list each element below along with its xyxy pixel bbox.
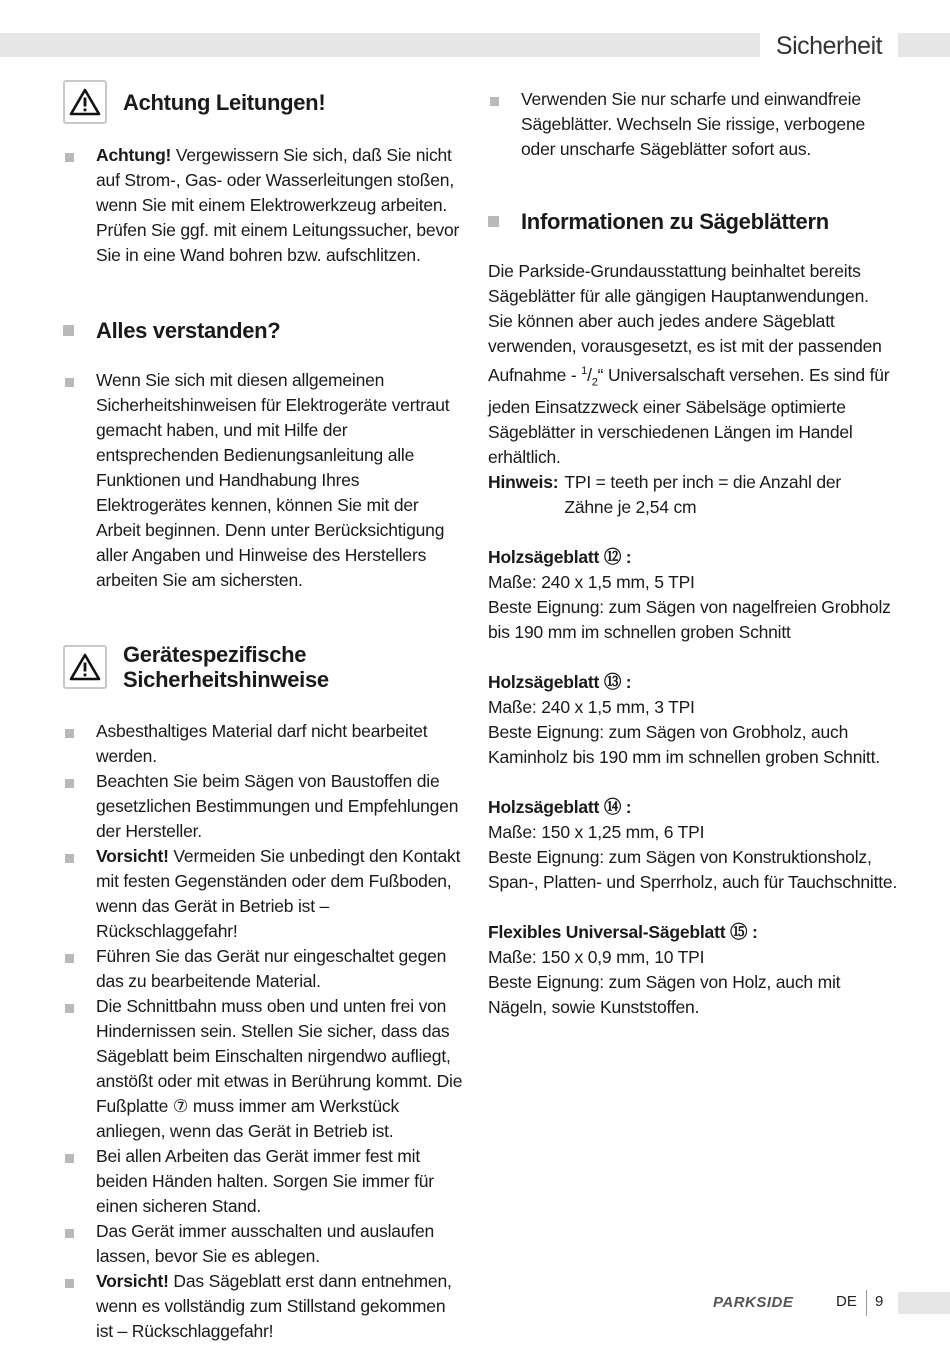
- list-item: Bei allen Arbeiten das Gerät immer fest mit beiden Händen halten. Sorgen Sie immer für einen sicheren Stand.: [63, 1144, 463, 1219]
- footer-divider: [866, 1290, 867, 1316]
- cables-title: Achtung Leitungen!: [123, 89, 326, 115]
- language-code: DE: [836, 1293, 857, 1310]
- square-marker: [63, 325, 74, 336]
- blade-title: Flexibles Universal-Sägeblatt ⑮ :: [488, 922, 758, 943]
- fraction-numerator: 1: [581, 365, 588, 377]
- hint-line: Zähne je 2,54 cm: [564, 497, 697, 518]
- hint-line: TPI = teeth per inch = die Anzahl der: [564, 472, 842, 493]
- understood-bullet: [63, 368, 463, 593]
- list-item: Asbesthaltiges Material darf nicht bearbeitet werden.: [63, 719, 463, 769]
- warning-label: Vorsicht!: [96, 846, 169, 866]
- bullet-text: Vermeiden Sie unbedingt den Kontakt mit festen Gegenständen oder dem Fußboden, wenn das Gerät in Betrieb ist – Rückschlaggefahr!: [96, 846, 461, 941]
- blade-size: Maße: 240 x 1,5 mm, 3 TPI: [488, 697, 695, 718]
- blade-size: Maße: 150 x 1,25 mm, 6 TPI: [488, 822, 705, 843]
- warning-icon: [63, 645, 107, 689]
- list-item: Beachten Sie beim Sägen von Baustoffen die gesetzlichen Bestimmungen und Empfehlungen der Hersteller.: [63, 769, 463, 844]
- blade-spec: [488, 670, 898, 770]
- hint-block: [488, 470, 898, 520]
- parkside-logo: PARKSIDE: [713, 1294, 794, 1311]
- section-title: Sicherheit: [775, 32, 883, 60]
- footer-bar: [898, 1292, 950, 1314]
- list-item: [63, 1269, 463, 1344]
- blade-spec: [488, 545, 898, 645]
- header-bar-end: [898, 33, 950, 57]
- blade-spec: [488, 795, 898, 895]
- blade-title: Holzsägeblatt ⑫ :: [488, 547, 632, 568]
- paragraph-text: “ Universalschaft versehen. Es sind für jeden Einsatzzweck einer Säbelsäge optimierte Sägeblätter in verschiedenen Längen im Handel erhältlich.: [488, 364, 890, 468]
- list-item: Die Schnittbahn muss oben und unten frei von Hindernissen sein. Stellen Sie sicher, dass das Sägeblatt beim Einschalten nirgendwo aufliegt, anstößt oder mit etwas in Berührung kommt. Die Fußplatte ⑦ muss immer am Werkstück anliegen, wenn das Gerät in Betrieb ist.: [63, 994, 463, 1144]
- bullet-text: Vergewissern Sie sich, daß Sie nicht auf Strom-, Gas- oder Wasserleitungen stoßen, wenn Sie mit einem Elektrowerkzeug arbeiten. Prüfen Sie ggf. mit einem Leitungssucher, bevor Sie in eine Wand bohren bzw. aufschlitzen.: [96, 145, 460, 265]
- left-column: [63, 80, 463, 1344]
- device-bullet-list: [63, 719, 463, 1344]
- hint-text: [564, 470, 841, 520]
- cables-heading: [63, 80, 463, 124]
- warning-icon: [63, 80, 107, 124]
- cables-bullet: [63, 143, 463, 268]
- right-column: [488, 80, 898, 1020]
- blade-size: Maße: 240 x 1,5 mm, 5 TPI: [488, 572, 695, 593]
- blade-info-heading: [488, 209, 898, 234]
- list-item: [63, 844, 463, 944]
- understood-heading: [63, 318, 463, 343]
- blade-title: Holzsägeblatt ⑬ :: [488, 672, 632, 693]
- hint-label: Hinweis:: [488, 472, 559, 493]
- sharp-blades-bullet: Verwenden Sie nur scharfe und einwandfreie Sägeblätter. Wechseln Sie rissige, verbogene oder unscharfe Sägeblätter sofort aus.: [488, 87, 898, 162]
- warning-label: Vorsicht!: [96, 1271, 169, 1291]
- blade-spec: [488, 920, 898, 1020]
- blade-info-paragraph: Die Parkside-Grundausstattung beinhaltet bereits Sägeblätter für alle gängigen Hauptanwendungen. Sie können aber auch jedes andere Sägeblatt verwenden, vorausgesetzt, es ist mit der passenden Aufnahme - $^1/_2“$ Universalschaft versehen. Es sind für jeden Einsatzzweck einer Säbelsäge optimierte Sägeblätter in verschiedenen Längen im Handel erhältlich.: [488, 261, 890, 468]
- blade-size: Maße: 150 x 0,9 mm, 10 TPI: [488, 947, 705, 968]
- blade-info-title: Informationen zu Sägeblättern: [521, 209, 829, 234]
- paragraph-text: Die Parkside-Grundausstattung beinhaltet bereits Sägeblätter für alle gängigen Hauptanwendungen. Sie können aber auch jedes andere Sägeblatt verwenden, vorausgesetzt, es ist mit der passenden Aufnahme -: [488, 261, 882, 385]
- page-number: 9: [875, 1293, 884, 1310]
- understood-title: Alles verstanden?: [96, 318, 281, 343]
- fraction-denominator: 2: [591, 376, 598, 389]
- device-title-line1: Gerätespezifische: [123, 642, 307, 667]
- blade-use: Beste Eignung: zum Sägen von Konstruktionsholz, Span-, Platten- und Sperrholz, auch für Tauchschnitte.: [488, 847, 898, 893]
- blade-use: Beste Eignung: zum Sägen von Holz, auch mit Nägeln, sowie Kunststoffen.: [488, 972, 841, 1018]
- blade-use: Beste Eignung: zum Sägen von Grobholz, auch Kaminholz bis 190 mm im schnellen groben Schnitt.: [488, 722, 880, 768]
- square-marker: [488, 216, 499, 227]
- device-heading: [63, 642, 463, 692]
- device-title-line2: Sicherheitshinweise: [123, 667, 329, 692]
- bullet-text: Wenn Sie sich mit diesen allgemeinen Sicherheitshinweisen für Elektrogeräte vertraut gemacht haben, und mit Hilfe der entsprechenden Bedienungsanleitung alle Funktionen und Handhabung Ihres Elektrogerätes kennen, können Sie mit der Arbeit beginnen. Denn unter Berücksichtigung aller Angaben und Hinweise des Herstellers arbeiten Sie am sichersten.: [96, 370, 450, 590]
- bullet-text: Das Sägeblatt erst dann entnehmen, wenn es vollständig zum Stillstand gekommen ist – Rückschlaggefahr!: [96, 1271, 452, 1341]
- list-item: Führen Sie das Gerät nur eingeschaltet gegen das zu bearbeitende Material.: [63, 944, 463, 994]
- warning-label: Achtung!: [96, 145, 172, 165]
- blade-title: Holzsägeblatt ⑭ :: [488, 797, 632, 818]
- device-title: [123, 642, 329, 692]
- blade-use: Beste Eignung: zum Sägen von nagelfreien Grobholz bis 190 mm im schnellen groben Schnitt: [488, 597, 891, 643]
- list-item: Das Gerät immer ausschalten und auslaufen lassen, bevor Sie es ablegen.: [63, 1219, 463, 1269]
- header-bar: [0, 33, 760, 57]
